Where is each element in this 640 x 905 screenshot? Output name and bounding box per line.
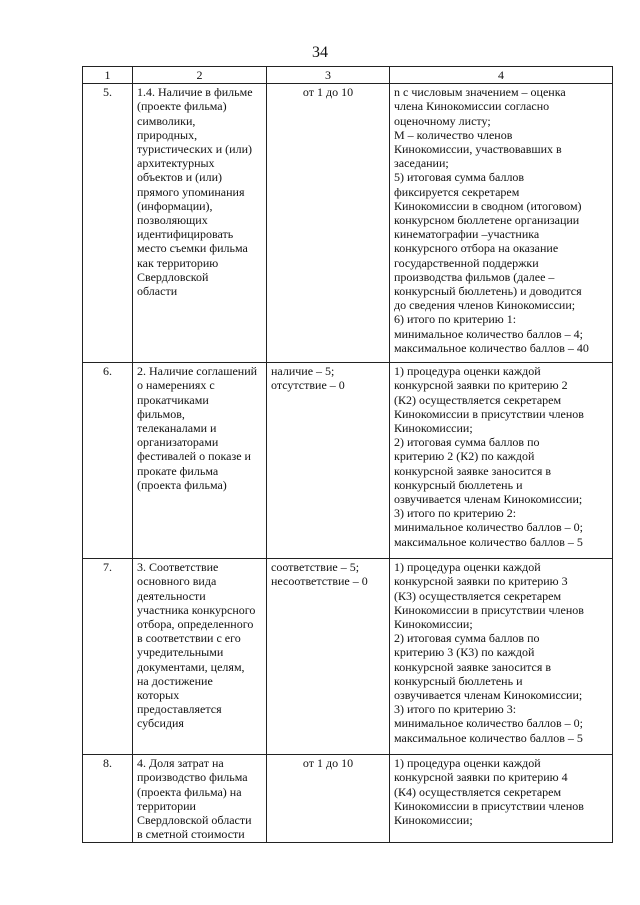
procedure-cell (390, 84, 613, 363)
criterion-cell-line: Свердловской области (137, 813, 252, 828)
criterion-cell-line: прокатчиками (137, 392, 209, 407)
procedure-cell-line: максимальное количество баллов – 40 (394, 340, 589, 355)
criterion-cell-line: идентифицировать (137, 227, 234, 242)
procedure-cell-line: Кинокомиссии; (394, 813, 473, 828)
procedure-cell-line: 5) итоговая сумма баллов (394, 170, 525, 185)
row-number: 5. (83, 84, 133, 363)
criterion-cell-line: 3. Соответствие (137, 560, 219, 575)
procedure-cell-line: Кинокомиссии в присутствии членов (394, 406, 584, 421)
criterion-cell-line: прокате фильма (137, 463, 219, 478)
procedure-cell-line: (К2) осуществляется секретарем (394, 392, 562, 407)
procedure-cell-line: озвучивается членам Кинокомиссии; (394, 492, 583, 507)
procedure-cell-line: государственной поддержки (394, 255, 539, 270)
procedure-cell-line: фиксируется секретарем (394, 184, 520, 199)
procedure-cell-line: Кинокомиссии в присутствии членов (394, 602, 584, 617)
criterion-cell-line: символики, (137, 113, 196, 128)
criterion-cell-line: участника конкурсного (137, 602, 256, 617)
procedure-cell-line: минимальное количество баллов – 0; (394, 716, 583, 731)
criterion-cell (133, 84, 267, 363)
criterion-cell-line: в соответствии с его (137, 631, 241, 646)
criterion-cell-line: телеканалами и (137, 421, 217, 436)
procedure-cell (390, 559, 613, 755)
score-cell (267, 84, 390, 363)
procedure-cell-line: (К3) осуществляется секретарем (394, 588, 562, 603)
table-row (83, 84, 613, 363)
page-number: 34 (312, 44, 328, 61)
procedure-cell-line: озвучивается членам Кинокомиссии; (394, 688, 583, 703)
criterion-cell-line: 4. Доля затрат на (137, 756, 224, 771)
criterion-cell-line: 1.4. Наличие в фильме (137, 85, 253, 100)
criterion-cell (133, 559, 267, 755)
procedure-cell-line: производства фильмов (далее – (394, 269, 555, 284)
criterion-cell-line: отбора, определенного (137, 617, 254, 632)
procedure-cell-line: 1) процедура оценки каждой (394, 756, 541, 771)
procedure-cell-line: конкурсной заявки по критерию 2 (394, 378, 568, 393)
criterion-cell-line: фильмов, (137, 406, 185, 421)
column-number-row (83, 67, 613, 84)
criterion-cell-line: как территорию (137, 255, 219, 270)
procedure-cell-line: M – количество членов (394, 127, 513, 142)
criterion-cell-line: области (137, 284, 178, 299)
criterion-cell (133, 363, 267, 559)
procedure-cell-line: критерию 2 (К2) по каждой (394, 449, 535, 464)
procedure-cell-line: до сведения членов Кинокомиссии; (394, 298, 576, 313)
criterion-cell-line: предоставляется (137, 702, 222, 717)
criterion-cell-line: Свердловской (137, 269, 209, 284)
procedure-cell-line: (К4) осуществляется секретарем (394, 784, 562, 799)
column-number-2: 2 (133, 67, 267, 84)
procedure-cell-line: Кинокомиссии, участвовавших в (394, 142, 562, 157)
procedure-cell-line: 1) процедура оценки каждой (394, 364, 541, 379)
procedure-cell (390, 363, 613, 559)
procedure-cell-line: конкурсный бюллетень и (394, 673, 523, 688)
criterion-cell-line: природных, (137, 127, 198, 142)
criterion-cell-line: прямого упоминания (137, 184, 245, 199)
score-cell-line: соответствие – 5; (271, 560, 360, 575)
criterion-cell-line: деятельности (137, 588, 206, 603)
row-number: 8. (83, 755, 133, 843)
criterion-cell-line: фестивалей о показе и (137, 449, 251, 464)
procedure-cell-line: кинематографии –участника (394, 227, 540, 242)
table-row (83, 363, 613, 559)
criterion-cell-line: субсидия (137, 716, 184, 731)
criterion-cell-line: (проекта фильма) (137, 477, 227, 492)
criterion-cell-line: (информации), (137, 198, 213, 213)
score-cell-line: несоответствие – 0 (271, 574, 368, 589)
row-number: 6. (83, 363, 133, 559)
procedure-cell-line: Кинокомиссии; (394, 617, 473, 632)
procedure-cell-line: 3) итого по критерию 3: (394, 702, 517, 717)
column-number-3: 3 (267, 67, 390, 84)
procedure-cell-line: Кинокомиссии в присутствии членов (394, 798, 584, 813)
procedure-cell-line: 3) итого по критерию 2: (394, 506, 517, 521)
row-number: 7. (83, 559, 133, 755)
procedure-cell-line: члена Кинокомиссии согласно (394, 99, 550, 114)
procedure-cell-line: 1) процедура оценки каждой (394, 560, 541, 575)
procedure-cell-line: конкурсном бюллетене организации (394, 213, 580, 228)
procedure-cell-line: конкурсной заявке заносится в (394, 659, 552, 674)
procedure-cell-line: Кинокомиссии; (394, 421, 473, 436)
criterion-cell-line: место съемки фильма (137, 241, 248, 256)
procedure-cell-line: оценочному листу; (394, 113, 491, 128)
criterion-cell-line: архитектурных (137, 156, 215, 171)
procedure-cell-line: конкурсной заявки по критерию 4 (394, 770, 568, 785)
column-number-4: 4 (390, 67, 613, 84)
criterion-cell-line: объектов и (или) (137, 170, 223, 185)
criterion-cell-line: (проекта фильма) на (137, 784, 242, 799)
score-cell (267, 363, 390, 559)
procedure-cell-line: n с числовым значением – оценка (394, 85, 566, 100)
procedure-cell-line: максимальное количество баллов – 5 (394, 534, 583, 549)
column-number-1: 1 (83, 67, 133, 84)
score-cell-line: от 1 до 10 (302, 756, 354, 771)
score-cell (267, 559, 390, 755)
procedure-cell-line: конкурсный бюллетень) и доводится (394, 284, 582, 299)
procedure-cell-line: конкурсный бюллетень и (394, 477, 523, 492)
score-cell-line: от 1 до 10 (302, 85, 354, 100)
criterion-cell-line: (проекте фильма) (137, 99, 227, 114)
table-row (83, 755, 613, 843)
criterion-cell-line: учредительными (137, 645, 224, 660)
criterion-cell-line: территории (137, 798, 196, 813)
criterion-cell-line: о намерениях с (137, 378, 215, 393)
criteria-table (82, 66, 613, 843)
procedure-cell-line: минимальное количество баллов – 4; (394, 326, 583, 341)
procedure-cell-line: максимальное количество баллов – 5 (394, 730, 583, 745)
criterion-cell-line: 2. Наличие соглашений (137, 364, 258, 379)
procedure-cell-line: 2) итоговая сумма баллов по (394, 631, 540, 646)
criterion-cell-line: производство фильма (137, 770, 248, 785)
procedure-cell-line: Кинокомиссии в сводном (итоговом) (394, 198, 582, 213)
criterion-cell-line: основного вида (137, 574, 217, 589)
procedure-cell-line: минимальное количество баллов – 0; (394, 520, 583, 535)
procedure-cell-line: заседании; (394, 156, 449, 171)
criterion-cell-line: на достижение (137, 673, 213, 688)
procedure-cell (390, 755, 613, 843)
score-cell-line: наличие – 5; (271, 364, 335, 379)
score-cell (267, 755, 390, 843)
criterion-cell-line: организаторами (137, 435, 219, 450)
procedure-cell-line: конкурсной заявки по критерию 3 (394, 574, 568, 589)
criterion-cell-line: документами, целям, (137, 659, 245, 674)
criterion-cell-line: туристических и (или) (137, 142, 252, 157)
criterion-cell-line: позволяющих (137, 213, 208, 228)
criterion-cell-line: в сметной стоимости (137, 827, 245, 842)
procedure-cell-line: конкурсного отбора на оказание (394, 241, 559, 256)
procedure-cell-line: 2) итоговая сумма баллов по (394, 435, 540, 450)
procedure-cell-line: конкурсной заявке заносится в (394, 463, 552, 478)
score-cell-line: отсутствие – 0 (271, 378, 345, 393)
procedure-cell-line: критерию 3 (К3) по каждой (394, 645, 535, 660)
procedure-cell-line: 6) итого по критерию 1: (394, 312, 517, 327)
criterion-cell-line: которых (137, 688, 180, 703)
criterion-cell (133, 755, 267, 843)
table-row (83, 559, 613, 755)
